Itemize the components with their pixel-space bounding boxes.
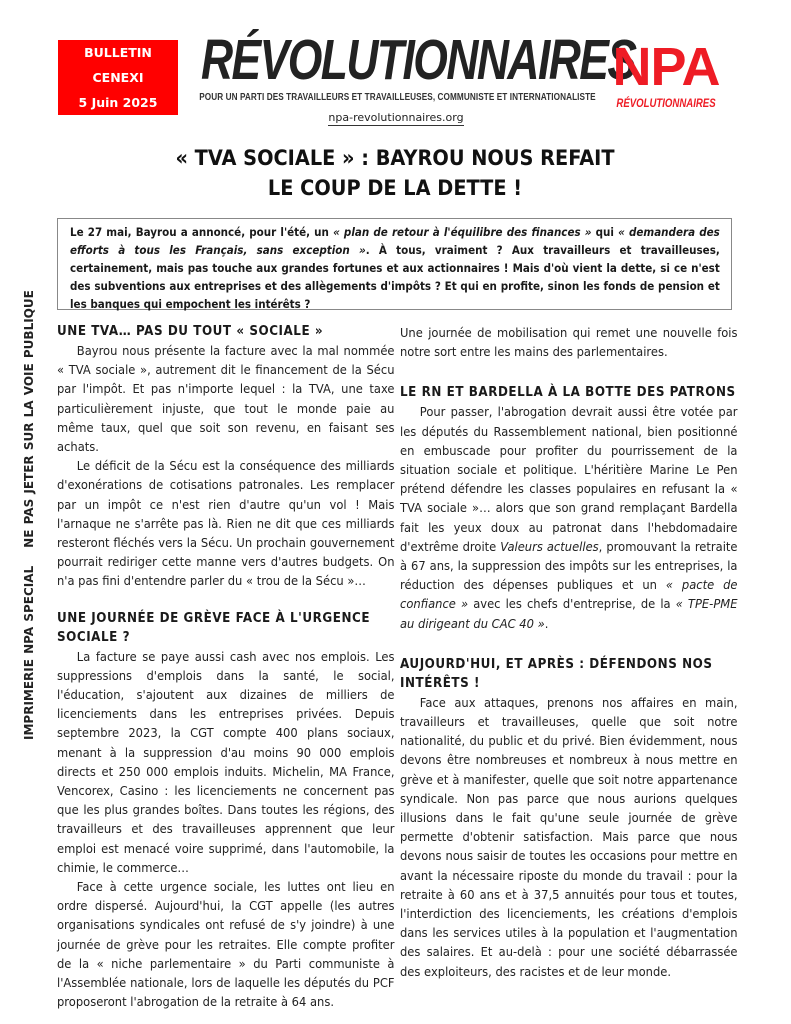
intro-text xyxy=(70,223,720,313)
article-column-right xyxy=(400,324,738,982)
paragraph: Le déficit de la Sécu est la conséquence des milliards d'exonérations de cotisations patronales. Les remplacer par un impôt ce n'est rien d'autre qu'un vol ! Mais l'arnaque ne s'arrête pas là. Rien ne dit que ces milliards resteront fléchés vers la Sécu. Un prochain gouvernement pourrait rediriger cette manne vers d'autres budgets. On n'a pas fini d'entendre parler du « trou de la Sécu »… xyxy=(57,459,395,590)
paragraph: Bayrou nous présente la facture avec la mal nommée « TVA sociale », autrement dit le financement de la Sécu par l'impôt. Et pas n'importe lequel : la TVA, une taxe particulièrement injuste, que tout le monde paie au même taux, quel que soit son revenu, en faisant ses achats. xyxy=(57,344,395,456)
italic-text: Valeurs actuelles xyxy=(500,539,599,555)
intro-text-part: qui xyxy=(591,225,619,239)
article-column-left xyxy=(57,322,395,1013)
page-headline xyxy=(87,143,703,203)
paragraph: Face aux attaques, prenons nos affaires en main, travailleurs et travailleuses, quelle que soit notre nationalité, du public et du privé. Bien évidemment, nous devons être nombreuses et nombreux à nous mettre en grève et à manifester, quelle que soit notre appartenance syndicale. Non pas parce que nous aurions quelques illusions dans le fait qu'une seule journée de grève permette d'obtenir satisfaction. Mais parce que nous devons nous saisir de toutes les occasions pour mettre en avant la nécessaire riposte du monde du travail : pour la retraite à 60 ans et à 37,5 annuités pour tous et toutes, l'interdiction des licenciements, les créations d'emplois dans les services utiles à la population et l'augmentation des salaires. Et au-delà : pour une société débarrassée des exploiteurs, des racistes et de leur monde. xyxy=(400,695,738,980)
website-link[interactable]: npa-revolutionnaires.org xyxy=(328,111,464,124)
masthead-title: RÉVOLUTIONNAIRES xyxy=(201,28,636,92)
headline-line-2: LE COUP DE LA DETTE ! xyxy=(267,176,523,200)
paragraph: La facture se paye aussi cash avec nos emplois. Les suppressions d'emplois dans la santé, le social, l'éducation, s'ajoutent aux dizaines de milliers de licenciements dans les entreprises privées. Depuis septembre 2023, la CGT compte 400 plans sociaux, menant à la suppression d'au moins 90 000 emplois directs et 250 000 emplois induits. Michelin, MA France, Vencorex, Casino : les licenciements ne concernent pas que les plus grandes boîtes. Dans toutes les régions, des travailleurs et des travailleuses apprennent que leur emploi est menacé voire supprimé, dans l'automobile, la chimie, le commerce… xyxy=(57,649,395,876)
npa-logo-text: NPA xyxy=(612,37,720,97)
section-heading: UNE TVA… PAS DU TOUT « SOCIALE » xyxy=(57,324,324,339)
badge-date: 5 Juin 2025 xyxy=(78,95,158,110)
masthead xyxy=(196,28,636,126)
headline-line-1: « TVA SOCIALE » : BAYROU NOUS REFAIT xyxy=(175,146,615,170)
intro-text-part: . À tous, vraiment ? Aux travailleurs et travailleuses, certainement, mais pas touche aux grandes fortunes et aux actionnaires ! Mais d'où vient la dette, si ce n'est des subventions aux entreprises et des allègements d'impôts ? Et qui en profite, sinon les fonds de pension et les banques qui empochent les intérêts ? xyxy=(70,243,720,311)
intro-box xyxy=(57,218,732,310)
text-run: avec les chefs d'entreprise, de la xyxy=(468,597,676,613)
intro-quote: « plan de retour à l'équilibre des finances » xyxy=(333,225,592,239)
imprint-label: IMPRIMERIE NPA SPECIAL xyxy=(22,565,36,740)
text-run: , promouvant la retraite à 67 ans, la suppression des impôts sur les entreprises, la réduction des dépenses publiques et un xyxy=(400,539,738,594)
section-heading: LE RN ET BARDELLA À LA BOTTE DES PATRONS xyxy=(400,385,736,401)
masthead-subtitle: POUR UN PARTI DES TRAVAILLEURS ET TRAVAILLEUSES, COMMUNISTE ET INTERNATIONALISTE xyxy=(199,92,596,103)
intro-quote: « demandera des efforts à tous les Français, sans exception » xyxy=(70,225,720,257)
section-heading: UNE JOURNÉE DE GRÈVE FACE À L'URGENCE SOCIALE ? xyxy=(57,610,371,645)
italic-text: « pacte de confiance » xyxy=(400,578,738,613)
intro-text-part: Le 27 mai, Bayrou a annoncé, pour l'été, un xyxy=(70,225,334,239)
text-run: . xyxy=(544,616,549,632)
badge-bulletin-label: BULLETIN xyxy=(84,45,152,60)
paragraph xyxy=(400,403,738,633)
badge-company-label: CENEXI xyxy=(92,70,144,85)
paragraph: Face à cette urgence sociale, les luttes ont lieu en ordre dispersé. Aujourd'hui, la CGT appelle (les autres organisations syndicales ont refusé de s'y joindre) à une journée de grève pour les retraites. Elle compte profiter de la « niche parlementaire » du Parti communiste à l'Assemblée nationale, lors de laquelle les députés du PCF proposeront l'abrogation de la retraite à 64 ans. xyxy=(57,880,395,1011)
npa-logo-subtext: RÉVOLUTIONNAIRES xyxy=(616,96,716,110)
bulletin-badge xyxy=(58,40,178,115)
italic-text: « TPE-PME au dirigeant du CAC 40 » xyxy=(400,597,738,632)
section-heading: AUJOURD'HUI, ET APRÈS : DÉFENDONS NOS INTÉRÊTS ! xyxy=(400,656,713,691)
npa-logo xyxy=(606,37,726,110)
paragraph: Une journée de mobilisation qui remet une nouvelle fois notre sort entre les mains des parlementaires. xyxy=(400,326,738,361)
text-run: Pour passer, l'abrogation devrait aussi être votée par les députés du Rassemblement national, bien positionné en embuscade pour profiter du pourrissement de la situation sociale et politique. L'héritière Marine Le Pen prétend défendre les classes populaires en refusant la « TVA sociale »… alors que son grand remplaçant Bardella fait les yeux doux au patronat dans l'hebdomadaire d'extrême droite xyxy=(400,405,738,555)
vertical-margin-notice xyxy=(22,290,36,740)
disposal-notice: NE PAS JETER SUR LA VOIE PUBLIQUE xyxy=(22,290,36,548)
